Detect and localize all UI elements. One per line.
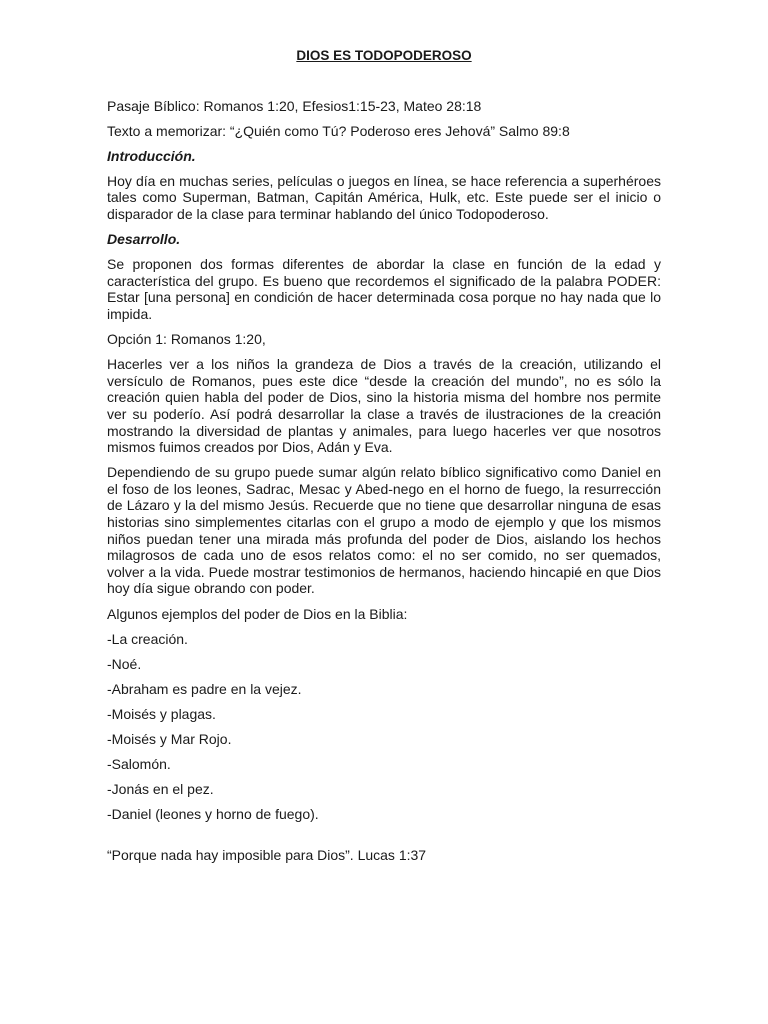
document-title: DIOS ES TODOPODEROSO — [296, 48, 472, 63]
development-heading: Desarrollo. — [107, 231, 181, 248]
option1-label: Opción 1: Romanos 1:20, — [107, 331, 266, 348]
examples-list — [107, 631, 661, 823]
closing-quote: “Porque nada hay imposible para Dios”. Lucas 1:37 — [107, 846, 427, 863]
list-item: -Moisés y plagas. — [107, 705, 216, 722]
bible-passage: Pasaje Bíblico: Romanos 1:20, Efesios1:15-23, Mateo 28:18 — [107, 97, 482, 114]
examples-intro: Algunos ejemplos del poder de Dios en la Biblia: — [107, 605, 408, 622]
option1-paragraph: Hacerles ver a los niños la grandeza de Dios a través de la creación, utilizando el versículo de Romanos, pues este dice “desde la creación del mundo”, no es sólo la creación quien habla del poder de Dios, sino la historia misma del hombre nos permite ver su poderío. Así podrá desarrollar la clase a través de ilustraciones de la creación mostrando la diversidad de plantas y animales, para luego hacerles ver que nosotros mismos fuimos creados por Dios, Adán y Eva. — [107, 356, 661, 456]
intro-paragraph: Hoy día en muchas series, películas o juegos en línea, se hace referencia a superhéroes tales como Superman, Batman, Capitán América, Hulk, etc. Este puede ser el inicio o disparador de la clase para terminar hablando del único Todopoderoso. — [107, 172, 661, 223]
list-item: -Salomón. — [107, 756, 171, 773]
list-item: -Jonás en el pez. — [107, 781, 214, 798]
intro-heading: Introducción. — [107, 147, 196, 164]
development-paragraph: Se proponen dos formas diferentes de abordar la clase en función de la edad y característica del grupo. Es bueno que recordemos el significado de la palabra PODER: Estar [una persona] en condición de hacer determinada cosa porque no hay nada que lo impida. — [107, 256, 661, 323]
list-item: -Noé. — [107, 655, 142, 672]
list-item: -La creación. — [107, 630, 188, 647]
document-page — [107, 48, 661, 872]
list-item: -Daniel (leones y horno de fuego). — [107, 806, 319, 823]
group-paragraph: Dependiendo de su grupo puede sumar algún relato bíblico significativo como Daniel en el foso de los leones, Sadrac, Mesac y Abed-nego en el horno de fuego, la resurrección de Lázaro y la del mismo Jesús. Recuerde que no tiene que desarrollar ninguna de esas historias sino simplementes citarlas con el grupo a modo de ejemplo y que los mismos niños puedan tener una mirada más profunda del poder de Dios, aislando los hechos milagrosos de cada uno de esos relatos como: el no ser comido, no ser quemados, volver a la vida. Puede mostrar testimonios de hermanos, haciendo hincapié en que Dios hoy día sigue obrando con poder. — [107, 464, 661, 597]
list-item: -Abraham es padre en la vejez. — [107, 680, 302, 697]
list-item: -Moisés y Mar Rojo. — [107, 731, 232, 747]
memory-verse: Texto a memorizar: “¿Quién como Tú? Poderoso eres Jehová” Salmo 89:8 — [107, 122, 570, 139]
